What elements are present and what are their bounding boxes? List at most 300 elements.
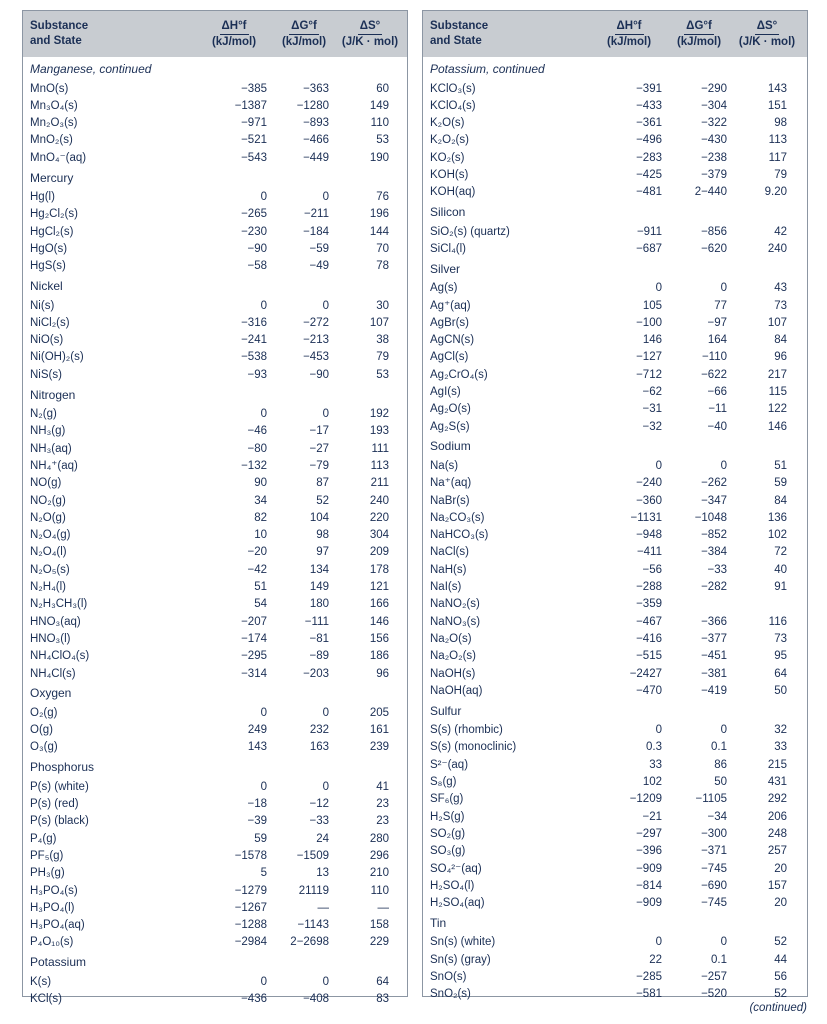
enthalpy-cell: −297 bbox=[636, 827, 662, 840]
substance-cell: SiO₂(s) (quartz) bbox=[430, 225, 510, 238]
entropy-cell: 178 bbox=[369, 563, 389, 576]
enthalpy-cell: −2427 bbox=[629, 667, 662, 680]
substance-cell: SO₄²⁻(aq) bbox=[430, 862, 482, 875]
gibbs-cell: 163 bbox=[309, 741, 329, 754]
enthalpy-cell: −385 bbox=[241, 82, 267, 95]
table-row bbox=[423, 132, 807, 149]
table-row bbox=[23, 475, 407, 492]
substance-cell: N₂O(g) bbox=[30, 511, 66, 524]
section-heading bbox=[23, 954, 407, 971]
substance-cell: P₄(g) bbox=[30, 832, 57, 845]
enthalpy-cell: 0 bbox=[260, 408, 267, 420]
entropy-cell: 73 bbox=[774, 632, 787, 645]
table-row bbox=[423, 401, 807, 418]
enthalpy-cell: −436 bbox=[241, 993, 267, 1005]
section-label: Manganese, continued bbox=[30, 62, 152, 76]
gibbs-cell: 232 bbox=[309, 724, 329, 737]
table-row bbox=[23, 779, 407, 796]
gibbs-cell: −272 bbox=[303, 316, 329, 329]
gibbs-cell: −379 bbox=[701, 169, 727, 181]
table-row bbox=[423, 332, 807, 349]
table-row bbox=[23, 991, 407, 1008]
gibbs-cell: −203 bbox=[303, 667, 329, 680]
entropy-cell: 95 bbox=[774, 650, 787, 663]
enthalpy-cell: −909 bbox=[636, 897, 662, 910]
gibbs-cell: 0 bbox=[720, 724, 727, 737]
gibbs-cell: 77 bbox=[714, 299, 727, 312]
substance-cell: H₃PO₄(s) bbox=[30, 884, 78, 897]
enthalpy-cell: 0 bbox=[655, 724, 662, 737]
enthalpy-cell: 143 bbox=[247, 741, 267, 754]
table-row bbox=[23, 224, 407, 241]
entropy-cell: 70 bbox=[376, 242, 389, 255]
gibbs-cell: −451 bbox=[701, 650, 727, 663]
substance-cell: NaHCO₃(s) bbox=[430, 529, 489, 542]
section-heading bbox=[23, 387, 407, 404]
substance-cell: S²⁻(aq) bbox=[430, 758, 469, 771]
table-row bbox=[423, 349, 807, 366]
entropy-cell: 192 bbox=[369, 408, 389, 420]
section-heading bbox=[23, 61, 407, 78]
table-row bbox=[423, 544, 807, 561]
table-row bbox=[423, 384, 807, 401]
header-substance: Substance and State bbox=[430, 20, 489, 47]
substance-cell: NO(g) bbox=[30, 477, 62, 490]
table-header bbox=[423, 11, 807, 57]
table-row bbox=[23, 458, 407, 475]
entropy-cell: 83 bbox=[376, 993, 389, 1005]
entropy-cell: 23 bbox=[376, 798, 389, 810]
table-row bbox=[423, 722, 807, 739]
substance-cell: KClO₄(s) bbox=[430, 99, 476, 112]
substance-cell: HgCl₂(s) bbox=[30, 225, 74, 238]
entropy-cell: 38 bbox=[376, 334, 389, 347]
enthalpy-cell: −288 bbox=[636, 581, 662, 593]
gibbs-cell: −66 bbox=[707, 386, 727, 398]
entropy-cell: 113 bbox=[370, 459, 389, 472]
entropy-cell: 72 bbox=[774, 546, 787, 559]
enthalpy-cell: −62 bbox=[642, 386, 662, 398]
entropy-cell: 53 bbox=[376, 134, 389, 147]
table-row bbox=[423, 809, 807, 826]
table-row bbox=[23, 150, 407, 167]
enthalpy-cell: −521 bbox=[241, 134, 267, 147]
section-heading bbox=[423, 915, 807, 932]
enthalpy-cell: −285 bbox=[636, 971, 662, 983]
entropy-cell: 215 bbox=[767, 758, 787, 771]
gibbs-cell: −1048 bbox=[694, 511, 727, 524]
enthalpy-cell: −538 bbox=[241, 351, 267, 364]
enthalpy-cell: 82 bbox=[254, 511, 267, 524]
entropy-cell: 280 bbox=[369, 832, 389, 845]
entropy-cell: 107 bbox=[369, 316, 389, 329]
table-row bbox=[23, 332, 407, 349]
enthalpy-cell: −515 bbox=[636, 650, 662, 663]
enthalpy-cell: −2984 bbox=[234, 936, 267, 949]
enthalpy-cell: −100 bbox=[636, 316, 662, 329]
substance-cell: N₂H₃CH₃(l) bbox=[30, 598, 88, 611]
substance-cell: Ag⁺(aq) bbox=[430, 299, 471, 312]
table-row bbox=[23, 596, 407, 613]
enthalpy-cell: −687 bbox=[636, 242, 662, 255]
enthalpy-cell: 5 bbox=[260, 867, 267, 880]
entropy-cell: 190 bbox=[369, 151, 389, 164]
table-row bbox=[23, 648, 407, 665]
table-panel-right bbox=[422, 10, 808, 1001]
entropy-cell: 193 bbox=[369, 425, 389, 438]
gibbs-cell: 0 bbox=[322, 299, 329, 312]
substance-cell: H₃PO₄(l) bbox=[30, 901, 75, 914]
entropy-cell: 144 bbox=[369, 225, 389, 238]
table-row bbox=[23, 831, 407, 848]
gibbs-cell: −238 bbox=[701, 151, 727, 164]
entropy-cell: 296 bbox=[369, 849, 389, 862]
gibbs-cell: −89 bbox=[309, 650, 329, 663]
section-heading bbox=[23, 685, 407, 702]
gibbs-cell: −384 bbox=[701, 546, 727, 559]
substance-cell: NO₂(g) bbox=[30, 494, 66, 507]
table-row bbox=[423, 934, 807, 951]
enthalpy-cell: −295 bbox=[241, 650, 267, 663]
enthalpy-cell: −1387 bbox=[234, 99, 267, 112]
gibbs-cell: −745 bbox=[701, 862, 727, 875]
table-row bbox=[423, 579, 807, 596]
substance-cell: K₂O₂(s) bbox=[430, 134, 469, 147]
gibbs-cell: −466 bbox=[303, 134, 329, 147]
entropy-cell: 292 bbox=[767, 793, 787, 806]
entropy-cell: 217 bbox=[767, 368, 787, 381]
gibbs-cell: −27 bbox=[309, 442, 329, 455]
enthalpy-cell: 59 bbox=[254, 832, 267, 845]
header-entropy: ΔS° (J/K · mol) bbox=[341, 20, 399, 48]
substance-cell: N₂(g) bbox=[30, 408, 57, 420]
table-row bbox=[423, 98, 807, 115]
enthalpy-cell: −470 bbox=[636, 684, 662, 697]
substance-cell: SnO(s) bbox=[430, 971, 467, 983]
section-heading bbox=[423, 61, 807, 78]
entropy-cell: 102 bbox=[767, 529, 787, 542]
gibbs-cell: 52 bbox=[316, 494, 329, 507]
table-row bbox=[423, 224, 807, 241]
table-row bbox=[23, 739, 407, 756]
entropy-cell: 431 bbox=[767, 776, 787, 788]
substance-cell: Sn(s) (gray) bbox=[430, 953, 491, 966]
substance-cell: N₂O₅(s) bbox=[30, 563, 70, 576]
table-row bbox=[423, 167, 807, 184]
substance-cell: NaH(s) bbox=[430, 563, 467, 576]
enthalpy-cell: −32 bbox=[642, 420, 662, 433]
gibbs-cell: −290 bbox=[701, 82, 727, 95]
entropy-cell: 205 bbox=[369, 706, 389, 719]
gibbs-cell: 164 bbox=[707, 334, 727, 347]
enthalpy-cell: −132 bbox=[241, 459, 267, 472]
substance-cell: AgI(s) bbox=[430, 386, 461, 398]
substance-cell: Na₂O₂(s) bbox=[430, 650, 476, 663]
enthalpy-cell: −283 bbox=[636, 151, 662, 164]
table-row bbox=[23, 423, 407, 440]
table-row bbox=[423, 298, 807, 315]
entropy-cell: 32 bbox=[774, 724, 787, 737]
gibbs-cell: −97 bbox=[707, 316, 727, 329]
enthalpy-cell: 10 bbox=[254, 529, 267, 542]
entropy-cell: 40 bbox=[774, 563, 787, 576]
table-row bbox=[23, 349, 407, 366]
enthalpy-cell: −360 bbox=[636, 494, 662, 507]
gibbs-cell: −257 bbox=[701, 971, 727, 983]
entropy-cell: 96 bbox=[774, 351, 787, 364]
section-label: Mercury bbox=[30, 170, 74, 185]
table-row bbox=[423, 419, 807, 436]
entropy-cell: 240 bbox=[369, 494, 389, 507]
entropy-cell: 78 bbox=[376, 260, 389, 273]
table-row bbox=[423, 774, 807, 791]
section-label: Silicon bbox=[430, 205, 466, 220]
enthalpy-cell: −80 bbox=[247, 442, 267, 455]
enthalpy-cell: 90 bbox=[254, 477, 267, 490]
substance-cell: Mn₂O₃(s) bbox=[30, 117, 78, 130]
table-row bbox=[423, 683, 807, 700]
entropy-cell: 248 bbox=[767, 827, 787, 840]
entropy-cell: 64 bbox=[376, 975, 389, 988]
enthalpy-cell: 102 bbox=[642, 776, 662, 788]
substance-cell: NaCl(s) bbox=[430, 546, 469, 559]
gibbs-cell: 21119 bbox=[298, 884, 329, 897]
table-row bbox=[423, 757, 807, 774]
section-label: Potassium bbox=[30, 955, 87, 970]
gibbs-cell: 0 bbox=[322, 706, 329, 719]
enthalpy-cell: 0 bbox=[260, 975, 267, 988]
enthalpy-cell: −241 bbox=[241, 334, 267, 347]
substance-cell: NiO(s) bbox=[30, 334, 64, 347]
entropy-cell: 149 bbox=[369, 99, 389, 112]
substance-cell: N₂H₄(l) bbox=[30, 581, 66, 593]
gibbs-cell: −366 bbox=[701, 615, 727, 628]
table-row bbox=[423, 666, 807, 683]
substance-cell: Mn₃O₄(s) bbox=[30, 99, 78, 112]
enthalpy-cell: −1209 bbox=[629, 793, 662, 806]
table-row bbox=[23, 917, 407, 934]
entropy-cell: 113 bbox=[768, 134, 787, 147]
entropy-cell: 304 bbox=[369, 529, 389, 542]
substance-cell: Sn(s) (white) bbox=[430, 936, 496, 949]
substance-cell: Ag₂CrO₄(s) bbox=[430, 368, 488, 381]
section-label: Oxygen bbox=[30, 686, 72, 701]
enthalpy-cell: 0 bbox=[260, 780, 267, 793]
table-row bbox=[423, 458, 807, 475]
entropy-cell: 42 bbox=[774, 225, 787, 238]
gibbs-cell: −33 bbox=[707, 563, 727, 576]
table-row bbox=[423, 952, 807, 969]
entropy-cell: 53 bbox=[376, 368, 389, 381]
table-row bbox=[423, 241, 807, 258]
enthalpy-cell: 34 bbox=[254, 494, 267, 507]
substance-cell: SnO₂(s) bbox=[430, 988, 471, 1001]
enthalpy-cell: −93 bbox=[247, 368, 267, 381]
enthalpy-cell: −1267 bbox=[234, 901, 267, 914]
substance-cell: Hg₂Cl₂(s) bbox=[30, 208, 78, 221]
gibbs-cell: −110 bbox=[701, 351, 727, 364]
section-label: Phosphorus bbox=[30, 760, 95, 775]
substance-cell: NH₄Cl(s) bbox=[30, 667, 76, 680]
continued-note: (continued) bbox=[749, 1002, 807, 1014]
table-row bbox=[423, 115, 807, 132]
section-label: Sodium bbox=[430, 439, 471, 454]
gibbs-cell: −381 bbox=[701, 667, 727, 680]
gibbs-cell: 0 bbox=[322, 975, 329, 988]
entropy-cell: 257 bbox=[767, 845, 787, 858]
enthalpy-cell: −411 bbox=[636, 546, 662, 559]
substance-cell: NaBr(s) bbox=[430, 494, 470, 507]
header-enthalpy: ΔH°f (kJ/mol) bbox=[211, 20, 257, 48]
entropy-cell: 79 bbox=[774, 169, 787, 181]
gibbs-cell: 2−2698 bbox=[290, 936, 329, 949]
gibbs-cell: 134 bbox=[309, 563, 329, 576]
entropy-cell: 116 bbox=[768, 615, 787, 628]
gibbs-cell: −34 bbox=[707, 810, 727, 823]
entropy-cell: 161 bbox=[369, 724, 389, 737]
gibbs-cell: −40 bbox=[707, 420, 727, 433]
enthalpy-cell: 105 bbox=[642, 299, 662, 312]
table-row bbox=[23, 614, 407, 631]
section-heading bbox=[423, 261, 807, 278]
enthalpy-cell: −265 bbox=[241, 208, 267, 221]
entropy-cell: 240 bbox=[767, 242, 787, 255]
section-label: Potassium, continued bbox=[430, 62, 545, 76]
gibbs-cell: −300 bbox=[701, 827, 727, 840]
substance-cell: N₂O₄(g) bbox=[30, 529, 71, 542]
substance-cell: KClO₃(s) bbox=[430, 82, 476, 95]
table-row bbox=[23, 493, 407, 510]
substance-cell: HgO(s) bbox=[30, 242, 68, 255]
substance-cell: O(g) bbox=[30, 724, 53, 737]
table-row bbox=[23, 206, 407, 223]
gibbs-cell: −1509 bbox=[296, 849, 329, 862]
table-row bbox=[423, 986, 807, 1003]
table-row bbox=[23, 132, 407, 149]
entropy-cell: 9.20 bbox=[764, 186, 787, 199]
gibbs-cell: 0 bbox=[322, 408, 329, 420]
enthalpy-cell: −361 bbox=[636, 117, 662, 130]
substance-cell: HgS(s) bbox=[30, 260, 66, 273]
entropy-cell: 96 bbox=[376, 667, 389, 680]
enthalpy-cell: −911 bbox=[636, 225, 662, 238]
gibbs-cell: −12 bbox=[309, 798, 329, 810]
substance-cell: KOH(s) bbox=[430, 169, 469, 181]
entropy-cell: 196 bbox=[369, 208, 389, 221]
enthalpy-cell: −391 bbox=[636, 82, 662, 95]
entropy-cell: 122 bbox=[767, 403, 787, 416]
gibbs-cell: −430 bbox=[701, 134, 727, 147]
entropy-cell: 51 bbox=[774, 459, 787, 472]
gibbs-cell: −852 bbox=[701, 529, 727, 542]
enthalpy-cell: −581 bbox=[636, 988, 662, 1001]
entropy-cell: 56 bbox=[774, 971, 787, 983]
enthalpy-cell: 0 bbox=[655, 459, 662, 472]
header-entropy: ΔS° (J/K · mol) bbox=[738, 20, 796, 48]
enthalpy-cell: −948 bbox=[636, 529, 662, 542]
gibbs-cell: −1280 bbox=[296, 99, 329, 112]
substance-cell: Na(s) bbox=[430, 459, 459, 472]
entropy-cell: 111 bbox=[371, 442, 389, 455]
table-header bbox=[23, 11, 407, 57]
enthalpy-cell: −58 bbox=[247, 260, 267, 273]
entropy-cell: 239 bbox=[369, 741, 389, 754]
substance-cell: MnO(s) bbox=[30, 82, 69, 95]
gibbs-cell: −1105 bbox=[695, 793, 727, 806]
table-row bbox=[423, 895, 807, 912]
entropy-cell: 136 bbox=[767, 511, 787, 524]
gibbs-cell: −408 bbox=[303, 993, 329, 1005]
table-row bbox=[423, 739, 807, 756]
gibbs-cell: — bbox=[317, 901, 329, 914]
entropy-cell: 117 bbox=[768, 151, 787, 164]
enthalpy-cell: −1578 bbox=[234, 849, 267, 862]
enthalpy-cell: −20 bbox=[247, 546, 267, 559]
entropy-cell: 84 bbox=[774, 494, 787, 507]
table-row bbox=[23, 441, 407, 458]
entropy-cell: 41 bbox=[376, 780, 389, 793]
table-row bbox=[423, 969, 807, 986]
entropy-cell: 64 bbox=[774, 667, 787, 680]
table-row bbox=[423, 510, 807, 527]
gibbs-cell: −620 bbox=[701, 242, 727, 255]
table-row bbox=[23, 666, 407, 683]
gibbs-cell: −690 bbox=[701, 879, 727, 892]
enthalpy-cell: −240 bbox=[636, 477, 662, 490]
gibbs-cell: 0 bbox=[322, 191, 329, 203]
substance-cell: NaNO₂(s) bbox=[430, 598, 480, 611]
entropy-cell: 20 bbox=[774, 862, 787, 875]
table-row bbox=[23, 813, 407, 830]
gibbs-cell: −79 bbox=[309, 459, 329, 472]
substance-cell: P₄O₁₀(s) bbox=[30, 936, 74, 949]
entropy-cell: 91 bbox=[774, 581, 787, 593]
substance-cell: NaNO₃(s) bbox=[430, 615, 481, 628]
enthalpy-cell: 54 bbox=[254, 598, 267, 611]
gibbs-cell: −282 bbox=[701, 581, 727, 593]
gibbs-cell: −49 bbox=[309, 260, 329, 273]
entropy-cell: 220 bbox=[369, 511, 389, 524]
substance-cell: K(s) bbox=[30, 975, 52, 988]
gibbs-cell: 2−440 bbox=[694, 186, 727, 199]
table-row bbox=[23, 848, 407, 865]
entropy-cell: 210 bbox=[369, 867, 389, 880]
table-row bbox=[423, 81, 807, 98]
substance-cell: Na⁺(aq) bbox=[430, 477, 472, 490]
substance-cell: NH₃(aq) bbox=[30, 442, 72, 455]
substance-cell: Ag₂S(s) bbox=[430, 420, 470, 433]
section-heading bbox=[23, 170, 407, 187]
table-row bbox=[423, 315, 807, 332]
substance-cell: O₃(g) bbox=[30, 741, 58, 754]
table-row bbox=[423, 631, 807, 648]
table-row bbox=[423, 367, 807, 384]
gibbs-cell: 0 bbox=[720, 459, 727, 472]
gibbs-cell: 0 bbox=[720, 282, 727, 295]
section-heading bbox=[423, 703, 807, 720]
table-row bbox=[23, 900, 407, 917]
gibbs-cell: −90 bbox=[309, 368, 329, 381]
entropy-cell: 23 bbox=[376, 815, 389, 828]
substance-cell: Ni(s) bbox=[30, 299, 55, 312]
entropy-cell: 157 bbox=[767, 879, 787, 892]
substance-cell: P(s) (black) bbox=[30, 815, 89, 828]
section-heading bbox=[23, 278, 407, 295]
entropy-cell: 206 bbox=[767, 810, 787, 823]
table-row bbox=[423, 878, 807, 895]
substance-cell: SO₂(g) bbox=[430, 827, 466, 840]
gibbs-cell: 98 bbox=[316, 529, 329, 542]
